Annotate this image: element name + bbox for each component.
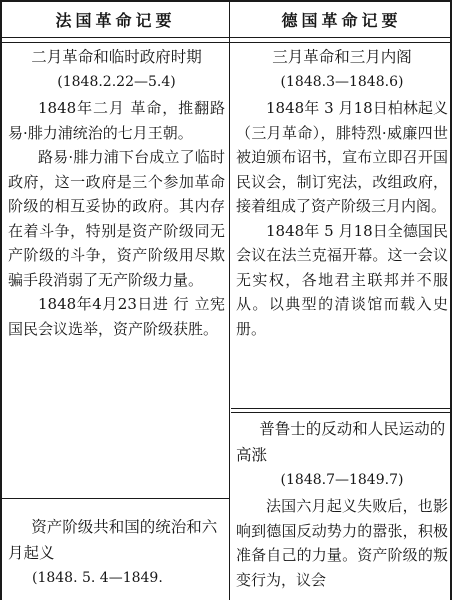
paragraph: 1848年 5 月18日全德国民会议在法兰克福开幕。这一会议无实权，各地君主联邦并不服从。以典型的清谈馆而载入史册。 [236, 221, 448, 338]
header-germany: 德国革命记要 [281, 11, 402, 30]
germany-section-march [236, 44, 448, 341]
section-title: 三月革命和三月内阁 [272, 48, 412, 66]
header-france: 法国革命记要 [55, 11, 176, 30]
section-title: 资产阶级共和国的统治和六月起义 [8, 518, 218, 562]
germany-section-prussia [236, 416, 448, 592]
germany-column [236, 44, 448, 341]
paragraph: 法国六月起义失败后，也影响到德国反动势力的嚣张，积极准备自己的力量。资产阶级的叛变行为，议会 [236, 497, 448, 589]
section-title: 二月革命和临时政府时期 [31, 48, 202, 66]
section-rule [2, 498, 229, 499]
section-date: (1848.7—1849.7) [280, 472, 404, 488]
france-section-republic [8, 514, 225, 592]
paragraph: 1848年4月23日进 行 立宪国民会议选举，资产阶级获胜。 [8, 295, 225, 338]
section-date: (1848.2.22—5.4) [57, 74, 176, 90]
header-double-rule [2, 37, 450, 43]
paragraph: 1848年二月 革命，推翻路易·腓力浦统治的七月王朝。 [8, 99, 225, 142]
section-rule [231, 408, 452, 409]
column-divider [229, 2, 230, 600]
section-title: 普鲁士的反动和人民运动的高涨 [236, 420, 446, 464]
paragraph: 1848年 3 月18日柏林起义（三月革命），腓特烈·威廉四世被迫颁布诏书，宣布立即召开国民议会，制订宪法，改组政府，接着组成了资产阶级三月内阁。 [236, 99, 448, 215]
section-rule-inner [231, 412, 452, 413]
france-column [8, 44, 225, 341]
section-date: (1848.3—1848.6) [280, 74, 404, 90]
france-section-february [8, 44, 225, 341]
section-date: (1848. 5. 4—1849. [32, 570, 163, 586]
paragraph: 路易·腓力浦下台成立了临时政府，这一政府是三个参加革命阶级的相互妥协的政府。其内存在着斗争，特别是资产阶级同无产阶级的斗争，资产阶级用尽欺骗手段消弱了无产阶级力量。 [8, 148, 225, 289]
